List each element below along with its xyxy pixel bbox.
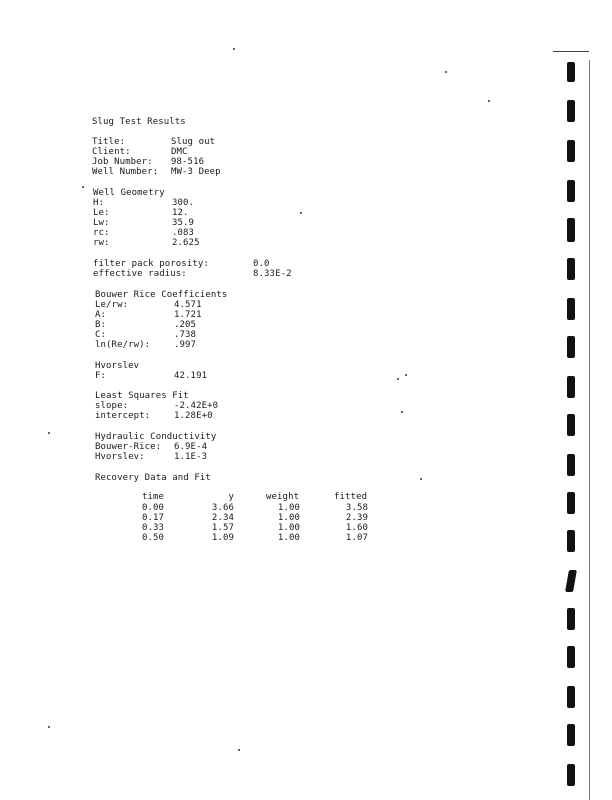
table-cell: 1.00	[277, 523, 300, 533]
param-value: 4.571	[174, 300, 202, 310]
scan-edge-line	[553, 51, 589, 52]
param-label: intercept:	[95, 411, 151, 421]
binder-mark	[567, 258, 575, 280]
scan-speck	[48, 726, 50, 728]
param-label: effective radius:	[93, 269, 187, 279]
table-cell: 1.60	[345, 523, 368, 533]
param-value: 1.1E-3	[174, 452, 208, 462]
param-label: H:	[93, 198, 105, 208]
section-title: Hvorslev	[95, 361, 140, 371]
binder-mark	[567, 414, 575, 436]
column-header: y	[228, 492, 234, 502]
scan-speck	[401, 411, 403, 413]
binder-mark	[567, 376, 575, 398]
param-value: 42.191	[174, 371, 208, 381]
binder-mark	[567, 336, 575, 358]
table-cell: 3.66	[211, 503, 234, 513]
param-label: F:	[95, 371, 107, 381]
binder-mark	[567, 492, 575, 514]
param-value: .083	[172, 228, 195, 238]
table-cell: 1.00	[277, 503, 300, 513]
scan-speck	[238, 749, 240, 751]
binder-mark	[567, 530, 575, 552]
info-value: DMC	[171, 147, 188, 157]
info-label: Job Number:	[92, 157, 153, 167]
param-label: Le/rw:	[95, 300, 129, 310]
table-cell: 1.00	[277, 533, 300, 543]
param-label: slope:	[95, 401, 129, 411]
table-cell: 0.50	[142, 533, 165, 543]
table-cell: 0.33	[142, 523, 165, 533]
binder-mark	[567, 764, 575, 786]
info-value: Slug out	[171, 137, 216, 147]
info-label: Client:	[92, 147, 131, 157]
scan-speck	[405, 374, 407, 376]
column-header: time	[142, 492, 165, 502]
info-label: Well Number:	[92, 167, 159, 177]
param-value: 1.28E+0	[174, 411, 213, 421]
scan-edge-line	[589, 60, 590, 800]
scan-speck	[300, 212, 302, 214]
info-value: 98-516	[171, 157, 205, 167]
param-label: A:	[95, 310, 107, 320]
param-value: 300.	[172, 198, 195, 208]
section-title: Recovery Data and Fit	[95, 473, 211, 483]
section-title: Hydraulic Conductivity	[95, 432, 217, 442]
table-cell: 2.39	[345, 513, 368, 523]
binder-mark	[567, 62, 575, 82]
param-value: .205	[174, 320, 197, 330]
column-header: fitted	[334, 492, 368, 502]
scan-speck	[82, 186, 84, 188]
table-cell: 3.58	[345, 503, 368, 513]
param-value: -2.42E+0	[174, 401, 219, 411]
param-value: 8.33E-2	[253, 269, 292, 279]
binder-mark	[567, 140, 575, 162]
param-label: Le:	[93, 208, 110, 218]
param-value: .997	[174, 340, 197, 350]
scan-speck	[397, 378, 399, 380]
binder-mark	[567, 100, 575, 122]
section-title: Bouwer Rice Coefficients	[95, 290, 228, 300]
param-label: Hvorslev:	[95, 452, 145, 462]
table-cell: 1.00	[277, 513, 300, 523]
param-label: filter pack porosity:	[93, 259, 209, 269]
param-label: Lw:	[93, 218, 110, 228]
binder-mark	[567, 454, 575, 476]
param-label: B:	[95, 320, 107, 330]
scan-speck	[48, 432, 50, 434]
param-value: 1.721	[174, 310, 202, 320]
binder-mark	[567, 724, 575, 746]
table-cell: 0.17	[142, 513, 165, 523]
binder-mark	[567, 218, 575, 242]
param-label: rw:	[93, 238, 110, 248]
binder-mark	[567, 608, 575, 630]
binder-mark	[567, 646, 575, 668]
binder-mark	[567, 686, 575, 708]
param-value: 6.9E-4	[174, 442, 208, 452]
table-cell: 2.34	[211, 513, 234, 523]
param-value: 35.9	[172, 218, 195, 228]
param-value: 12.	[172, 208, 189, 218]
binder-mark	[567, 180, 575, 202]
table-cell: 1.09	[211, 533, 234, 543]
document-heading: Slug Test Results	[92, 117, 186, 127]
column-header: weight	[266, 492, 300, 502]
param-value: 0.0	[253, 259, 270, 269]
param-value: 2.625	[172, 238, 200, 248]
info-label: Title:	[92, 137, 126, 147]
param-label: ln(Re/rw):	[95, 340, 151, 350]
table-cell: 1.57	[211, 523, 234, 533]
param-label: Bouwer-Rice:	[95, 442, 162, 452]
param-value: .738	[174, 330, 197, 340]
binder-mark	[565, 570, 577, 592]
table-cell: 1.07	[345, 533, 368, 543]
scan-speck	[233, 48, 235, 50]
scan-speck	[488, 100, 490, 102]
table-cell: 0.00	[142, 503, 165, 513]
info-value: MW-3 Deep	[171, 167, 221, 177]
scan-speck	[420, 478, 422, 480]
binder-mark	[567, 298, 575, 320]
param-label: rc:	[93, 228, 110, 238]
scan-speck	[445, 71, 447, 73]
param-label: C:	[95, 330, 107, 340]
section-title: Well Geometry	[93, 188, 165, 198]
section-title: Least Squares Fit	[95, 391, 189, 401]
